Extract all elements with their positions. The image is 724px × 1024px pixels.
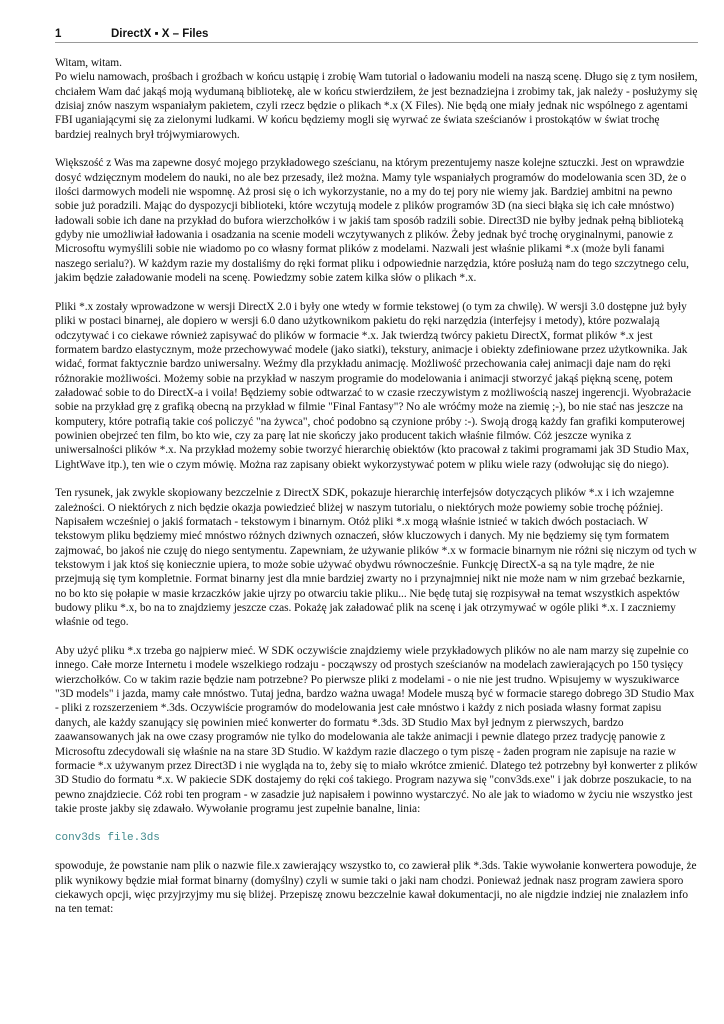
greeting-line: Witam, witam. xyxy=(55,57,122,69)
document-page xyxy=(55,27,698,931)
paragraph-cube: Większość z Was ma zapewne dosyć mojego przykładowego sześcianu, na którym prezentujemy nasze kolejne sztuczki. Jest on wprawdzie dosyć wdzięcznym modelem do nauki, no ale bez przesady, ileż można. Mamy tyle wspaniałych programów do modelowania scen 3D, że o ilości darmowych modeli nie wspomnę. Aż prosi się o ich wykorzystanie, no a my do tej pory nie wiemy jak. Bardziej ambitni na pewno sobie już poradzili. Mając do dyspozycji biblioteki, które wczytują modele z plików programów 3D (na sieci błąka się ich całe mnóstwo) ładowali sobie ich dane na przykład do bufora wierzchołków i w jakiś tam sposób radzili sobie. Direct3D nie byłby jednak pełną biblioteką gdyby nie umożliwiał ładowania i osadzania na scenie modeli wczytywanych z plików. Żeby jednak być trochę oryginalnymi, panowie z Microsoftu wymyślili sobie nie wiadomo po co własny format plików z modelami. Nazwali jest właśnie plikami *.x (może byli fanami naszego serialu?). W każdym razie my dostaliśmy do ręki format pliku i odpowiednie narzędzia, które posłużą nam do tego szczytnego celu, jakim będzie załadowanie modeli na scenę. Powiedzmy sobie zatem kilka słów o plikach *.x. xyxy=(55,157,689,285)
page-number: 1 xyxy=(55,28,62,40)
paragraph-models: Aby użyć pliku *.x trzeba go najpierw mieć. W SDK oczywiście znajdziemy wiele przykładowych plików no ale nam marzy się zupełnie co innego. Całe morze Internetu i modele wszelkiego rodzaju - począwszy od prostych sześcianów na modelach zawierających po 150 tysięcy wierzchołków. Co w takim razie będzie nam potrzebne? Po pierwsze pliki z modelami - o nie nie jest trudno. Wpisujemy w wyszukiwarce "3D models" i jazda, mamy całe mnóstwo. Tutaj jedna, bardzo ważna uwaga! Modele muszą być w formacie starego dobrego 3D Studio Max - pliki z rozszerzeniem *.3ds. Oczywiście programów do modelowania jest całe mnóstwo i każdy z nich posiada własny format zapisu danych, ale każdy szanujący się powinien mieć konwerter do formatu *.3ds. 3D Studio Max był jednym z pierwszych, bardzo zaawansowanych jak na owe czasy programów nie tylko do modelowania ale także animacji i pewnie dlatego przez tradycję panowie z Microsoftu zdecydowali się właśnie na na stare 3D Studio. W każdym razie dlaczego o tym piszę - żaden program nie zapisuje na razie w formacie *.x używanym przez Direct3D i nie wygląda na to, żeby się to miało wkrótce zmienić. Dlatego też potrzebny był konwerter z plików 3D Studio do formatu *.x. W pakiecie SDK dostajemy do ręki coś takiego. Program nazywa się "conv3ds.exe" i jak dobrze poszukacie, to na pewno znajdziecie. Cóż robi ten program - w zasadzie już napisałem i powinno wystarczyć. No ale jak to wiadomo w życiu nie wszystko jest takie proste jakby się zdawało. Wywołanie programu jest zupełnie banalne, linia: xyxy=(55,645,698,815)
document-body xyxy=(55,56,698,917)
paragraph-hierarchy: Ten rysunek, jak zwykle skopiowany bezczelnie z DirectX SDK, pokazuje hierarchię interfejsów dotyczących plików *.x i ich wzajemne zależności. O niektórych z nich będzie okazja powiedzieć bliżej w naszym tutorialu, o niektórych może powiemy sobie trochę później. Napisałem wcześniej o jakiś formatach - tekstowym i binarnym. Otóż pliki *.x mogą właśnie istnieć w takich dwóch postaciach. W tekstowym pliku będziemy mieć mnóstwo różnych dziwnych oznaczeń, słów kluczowych i danych. My nie będziemy się tym formatem zajmować, bo jakoś nie czuję do niego sentymentu. Zapewniam, że używanie plików *.x w formacie binarnym nie różni się niczym od tych w tekstowym i jak ktoś się koniecznie upiera, to może sobie używać obydwu równocześnie. Funkcję DirectX-a są na tyle mądre, że nie przejmują się tym kompletnie. Format binarny jest dla mnie bardziej zwarty no i przynajmniej nikt nie może nam w nim grzebać bezkarnie, no bo kto się połapie w masie krzaczków jakie ujrzy po otwarciu takie pliku... Nie będę tutaj się rozpisywał na temat wszystkich aspektów budowy pliku *.x, bo na to znajdziemy jeszcze czas. Pokażę jak załadować plik na scenę i jak otrzymywać w ogóle pliki *.x. I zaczniemy właśnie od tego. xyxy=(55,487,697,629)
paragraph-converter: spowoduje, że powstanie nam plik o nazwie file.x zawierający wszystko to, co zawierał plik *.3ds. Takie wywołanie konwertera powoduje, że plik wynikowy będzie miał format binarny (domyślny) czyli w sumie taki o jaki nam chodzi. Ponieważ jednak nasz program zawiera sporo ciekawych opcji, więc przyjrzyjmy mu się bliżej. Przepiszę znowu bezczelnie kawał dokumentacji, no ale nigdzie indziej nie znalazłem info na ten temat: xyxy=(55,860,697,916)
paragraph-intro: Po wielu namowach, prośbach i groźbach w końcu ustąpię i zrobię Wam tutorial o ładowaniu modeli na naszą scenę. Długo się z tym nosiłem, chciałem Wam dać jakąś moją wydumaną bibliotekę, ale w końcu stwierdziłem, że jest beznadziejna i zrobimy tak, jak należy - posłużymy się dzisiaj znów naszym wspaniałym pakietem, czyli rzecz będzie o plikach *.x (X Files). Nie będą one miały jednak nic wspólnego z agentami FBI uganiającymi się za zielonymi ludkami. W końcu będziemy mogli się wyrwać ze świata sześcianów i prostokątów w świat trochę bardziej realnych brył trójwymiarowych. xyxy=(55,71,698,141)
paragraph-x-format: Pliki *.x zostały wprowadzone w wersji DirectX 2.0 i były one wtedy w formie tekstowej (o tym za chwilę). W wersji 3.0 dostępne już były pliki w postaci binarnej, ale dopiero w wersji 6.0 dano użytkownikom pakietu do ręki narzędzia (interfejsy i metody), które pozwalają odczytywać i co ciekawe również zapisywać do plików w formacie *.x. Jak twierdzą twórcy pakietu DirectX, format plików *.x jest formatem bardzo elastycznym, może przechowywać modele (jako siatki), tekstury, animacje i obiekty zdefiniowane przez użytkownika. Jak widać, format faktycznie bardzo uniwersalny. Weźmy dla przykładu animację. Możliwość przechowania całej animacji daje nam do ręki różnorakie możliwości. Możemy sobie na przykład w naszym programie do modelowania i animacji stworzyć jakąś piękną scenę, potem załadować sobie to do DirectX-a i voila! Będziemy sobie odtwarzać to w czasie rzeczywistym z możliwością naszej ingerencji. Wyobrażacie sobie na przykład grę z grafiką obecną na przykład w filmie "Final Fantasy"? No ale wróćmy może na ziemię ;-), bo nie stać nas jeszcze na komputery, które potrafią takie coś policzyć "na żywca", choć podobno są czynione próby :-). Swoją drogą każdy fan grafiki komputerowej powinien obejrzeć ten film, bo kto wie, czy za parę lat nie skończy jako producent takich właśnie filmów. Cóż jeszcze wynika z uniwersalności plików *.x. Na przykład możemy sobie tworzyć hierarchię obiektów (kto pracował z takimi programami jak 3D Studio Max, LightWave itp.), ten wie o czym mówię. Można raz zapisany obiekt wykorzystywać potem w pliku wiele razy (odwołując się do niego). xyxy=(55,300,691,471)
document-title: DirectX ▪ X – Files xyxy=(111,28,209,40)
page-header xyxy=(55,27,698,43)
code-line: conv3ds file.3ds xyxy=(55,831,160,844)
